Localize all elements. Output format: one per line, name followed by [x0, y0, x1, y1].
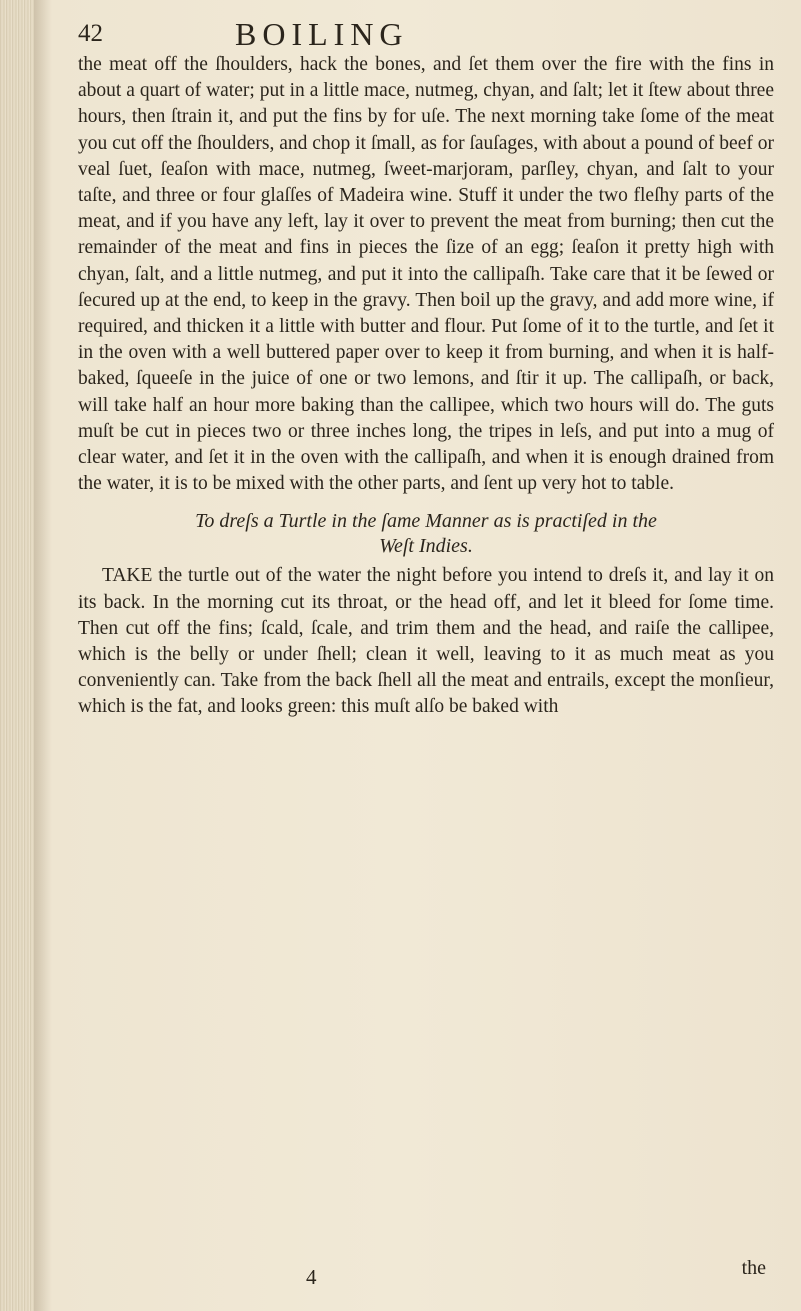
- gutter-shadow: [34, 0, 52, 1311]
- running-head: BOILING: [235, 16, 409, 52]
- paragraph-1: the meat off the ſhoulders, hack the bones, and ſet them over the fire with the fins in about a quart of water; put in a little mace, nutmeg, chyan, and ſalt; let it ſtew about three hours, then ſtrain it, and put the fins by for uſe. The next morning take ſome of the meat you cut off the ſhoulders, and chop it ſmall, as for ſauſages, with about a pound of beef or veal ſuet, ſeaſon with mace, nutmeg, ſweet-marjoram, parſley, chyan, and ſalt to your taſte, and three or four glaſſes of Madeira wine. Stuff it under the two fleſhy parts of the meat, and if you have any left, lay it over to prevent the meat from burning; then cut the remainder of the meat and fins in pieces the ſize of an egg; ſeaſon it pretty high with chyan, ſalt, and a little nutmeg, and put it into the callipaſh. Take care that it be ſewed or ſecured up at the end, to keep in the gravy. Then boil up the gravy, and add more wine, if required, and thicken it a little with butter and flour. Put ſome of it to the turtle, and ſet it in the oven with a well buttered paper over to keep it from burning, and when it is half-baked, ſqueeſe in the juice of one or two lemons, and ſtir it up. The callipaſh, or back, will take half an hour more baking than the callipee, which two hours will do. The guts muſt be cut in pieces two or three inches long, the tripes in leſs, and put into a mug of clear water, and ſet it in the oven with the callipaſh, and when it is enough drained from the water, it is to be mixed with the other parts, and ſent up very hot to table.: [78, 54, 774, 495]
- heading-line-2: Weſt Indies.: [379, 535, 473, 558]
- signature-mark: 4: [306, 1265, 317, 1289]
- page-header: [70, 18, 780, 52]
- body-text: [78, 52, 774, 721]
- page-number: 42: [78, 20, 103, 47]
- paragraph-2: TAKE the turtle out of the water the night before you intend to dreſs it, and lay it on its back. In the morning cut its throat, or the head off, and let it bleed for ſome time. Then cut off the fins; ſcald, ſcale, and trim them and the head, and raiſe the callipee, which is the belly or under ſhell; clean it well, leaving to it as much meat as you conveniently can. Take from the back ſhell all the meat and entrails, except the monſieur, which is the fat, and looks green: this muſt alſo be baked with: [78, 565, 774, 718]
- catchword: the: [741, 1257, 766, 1279]
- recipe-heading: [78, 509, 774, 559]
- page-footer: [78, 1257, 774, 1293]
- book-gutter: [0, 0, 34, 1311]
- heading-line-1: To dreſs a Turtle in the ſame Manner as is practiſed in the: [195, 510, 657, 533]
